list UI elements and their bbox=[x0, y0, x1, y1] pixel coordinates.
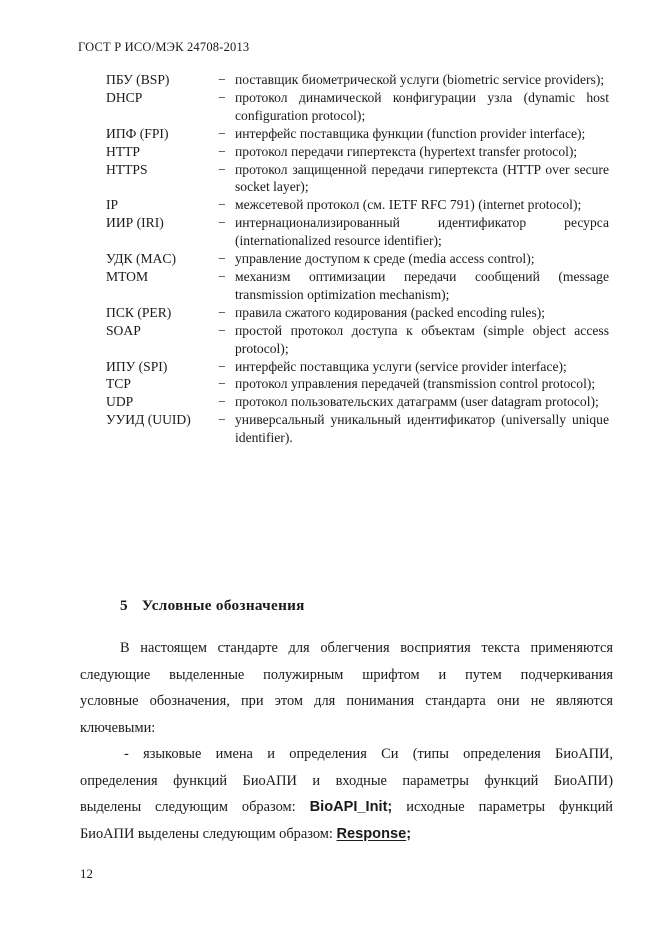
abbreviation-term: UDP bbox=[106, 394, 134, 410]
abbreviation-definition: универсальный уникальный идентификатор (universally unique identifier). bbox=[235, 412, 609, 446]
abbreviation-term: HTTP bbox=[106, 143, 140, 159]
abbreviation-dash: − bbox=[218, 412, 226, 428]
abbreviation-term: MTOM bbox=[106, 268, 149, 284]
abbreviation-dash: − bbox=[218, 161, 226, 177]
abbreviation-term: ИПФ (FPI) bbox=[106, 125, 169, 141]
section-number: 5 bbox=[120, 597, 128, 614]
line-text: выделены следующим образом: bbox=[80, 799, 296, 815]
paragraph-line bbox=[80, 821, 613, 848]
abbreviation-dash: − bbox=[218, 358, 226, 374]
paragraph-line: ключевыми: bbox=[80, 719, 156, 736]
abbreviation-dash: − bbox=[218, 215, 226, 231]
paragraph-line bbox=[80, 794, 613, 821]
abbreviation-row bbox=[106, 71, 609, 89]
abbreviation-definition: механизм оптимизации передачи сообщений (message transmission optimization mechanism); bbox=[235, 268, 609, 302]
notation-list-item bbox=[80, 741, 613, 847]
abbreviation-dash: − bbox=[218, 72, 226, 87]
abbreviation-term: SOAP bbox=[106, 322, 141, 338]
abbreviation-row bbox=[106, 375, 609, 393]
abbreviation-row bbox=[106, 393, 609, 411]
abbreviation-dash: − bbox=[218, 125, 226, 141]
abbreviation-row bbox=[106, 143, 609, 161]
abbreviation-definition: правила сжатого кодирования (packed encoding rules); bbox=[235, 304, 546, 320]
code-sample-bold: BioAPI_Init; bbox=[309, 799, 393, 815]
abbreviation-row bbox=[106, 250, 609, 268]
abbreviation-row bbox=[106, 161, 609, 197]
abbreviation-row bbox=[106, 125, 609, 143]
abbreviation-term: IP bbox=[106, 197, 119, 213]
page-number: 12 bbox=[80, 866, 93, 881]
line-text: исходные параметры функций bbox=[406, 799, 613, 815]
abbreviation-definition: интерфейс поставщика функции (function provider interface); bbox=[235, 125, 586, 141]
intro-paragraph bbox=[80, 635, 613, 741]
abbreviation-row bbox=[106, 411, 609, 447]
abbreviation-definition: протокол защищенной передачи гипертекста (HTTP over secure socket layer); bbox=[235, 161, 609, 195]
paragraph-line: В настоящем стандарте для облегчения восприятия текста применяются bbox=[120, 640, 613, 656]
document-header: ГОСТ Р ИСО/МЭК 24708-2013 bbox=[78, 40, 250, 54]
section-title: Условные обозначения bbox=[141, 597, 305, 614]
code-punctuation: ; bbox=[406, 825, 412, 842]
abbreviation-term: TCP bbox=[106, 376, 131, 392]
abbreviation-term: ИПУ (SPI) bbox=[106, 358, 168, 374]
abbreviation-definition: простой протокол доступа к объектам (simple object access protocol); bbox=[235, 322, 609, 356]
abbreviation-row bbox=[106, 268, 609, 304]
abbreviation-row bbox=[106, 304, 609, 322]
abbreviation-dash: − bbox=[218, 197, 226, 213]
abbreviation-dash: − bbox=[218, 143, 226, 159]
abbreviation-definition: протокол пользовательских датаграмм (user datagram protocol); bbox=[235, 394, 599, 410]
abbreviation-row bbox=[106, 196, 609, 214]
abbreviation-list bbox=[106, 71, 609, 447]
abbreviation-dash: − bbox=[218, 394, 226, 410]
section-heading bbox=[120, 597, 305, 615]
abbreviation-term: ПБУ (BSP) bbox=[106, 72, 170, 87]
abbreviation-term: DHCP bbox=[106, 89, 143, 105]
abbreviation-dash: − bbox=[218, 251, 226, 267]
abbreviation-definition: интернационализированный идентификатор ресурса (internationalized resource identifier); bbox=[235, 215, 609, 249]
abbreviation-term: ПСК (PER) bbox=[106, 304, 172, 320]
abbreviation-definition: управление доступом к среде (media access control); bbox=[235, 251, 535, 267]
line-text: БиоАПИ выделены следующим образом: bbox=[80, 825, 333, 842]
abbreviation-term: HTTPS bbox=[106, 161, 148, 177]
abbreviation-definition: интерфейс поставщика услуги (service provider interface); bbox=[235, 358, 567, 374]
paragraph-line: - языковые имена и определения Си (типы определения БиоАПИ, bbox=[124, 746, 613, 762]
abbreviation-dash: − bbox=[218, 89, 226, 105]
abbreviation-definition: протокол передачи гипертекста (hypertext transfer protocol); bbox=[235, 143, 578, 159]
abbreviation-row bbox=[106, 322, 609, 358]
abbreviation-row bbox=[106, 358, 609, 376]
abbreviation-row bbox=[106, 89, 609, 125]
paragraph-line: определения функций БиоАПИ и входные параметры функций БиоАПИ) bbox=[80, 772, 613, 789]
paragraph-line: условные обозначения, при этом для понимания стандарта они не являются bbox=[80, 693, 613, 709]
abbreviation-definition: межсетевой протокол (см. IETF RFC 791) (internet protocol); bbox=[235, 197, 582, 213]
abbreviation-term: ИИР (IRI) bbox=[106, 215, 164, 231]
abbreviation-dash: − bbox=[218, 268, 226, 284]
abbreviation-term: УДК (MAC) bbox=[106, 251, 177, 267]
abbreviation-term: УУИД (UUID) bbox=[106, 412, 191, 428]
abbreviation-dash: − bbox=[218, 304, 226, 320]
paragraph-line: следующие выделенные полужирным шрифтом и путем подчеркивания bbox=[80, 666, 613, 683]
abbreviation-definition: протокол динамической конфигурации узла (dynamic host configuration protocol); bbox=[235, 89, 609, 123]
abbreviation-definition: поставщик биометрической услуги (biometric service providers); bbox=[235, 72, 605, 87]
code-sample-underlined: Response bbox=[336, 825, 407, 842]
abbreviation-dash: − bbox=[218, 376, 226, 392]
abbreviation-definition: протокол управления передачей (transmission control protocol); bbox=[235, 376, 596, 392]
abbreviation-dash: − bbox=[218, 322, 226, 338]
abbreviation-row bbox=[106, 214, 609, 250]
